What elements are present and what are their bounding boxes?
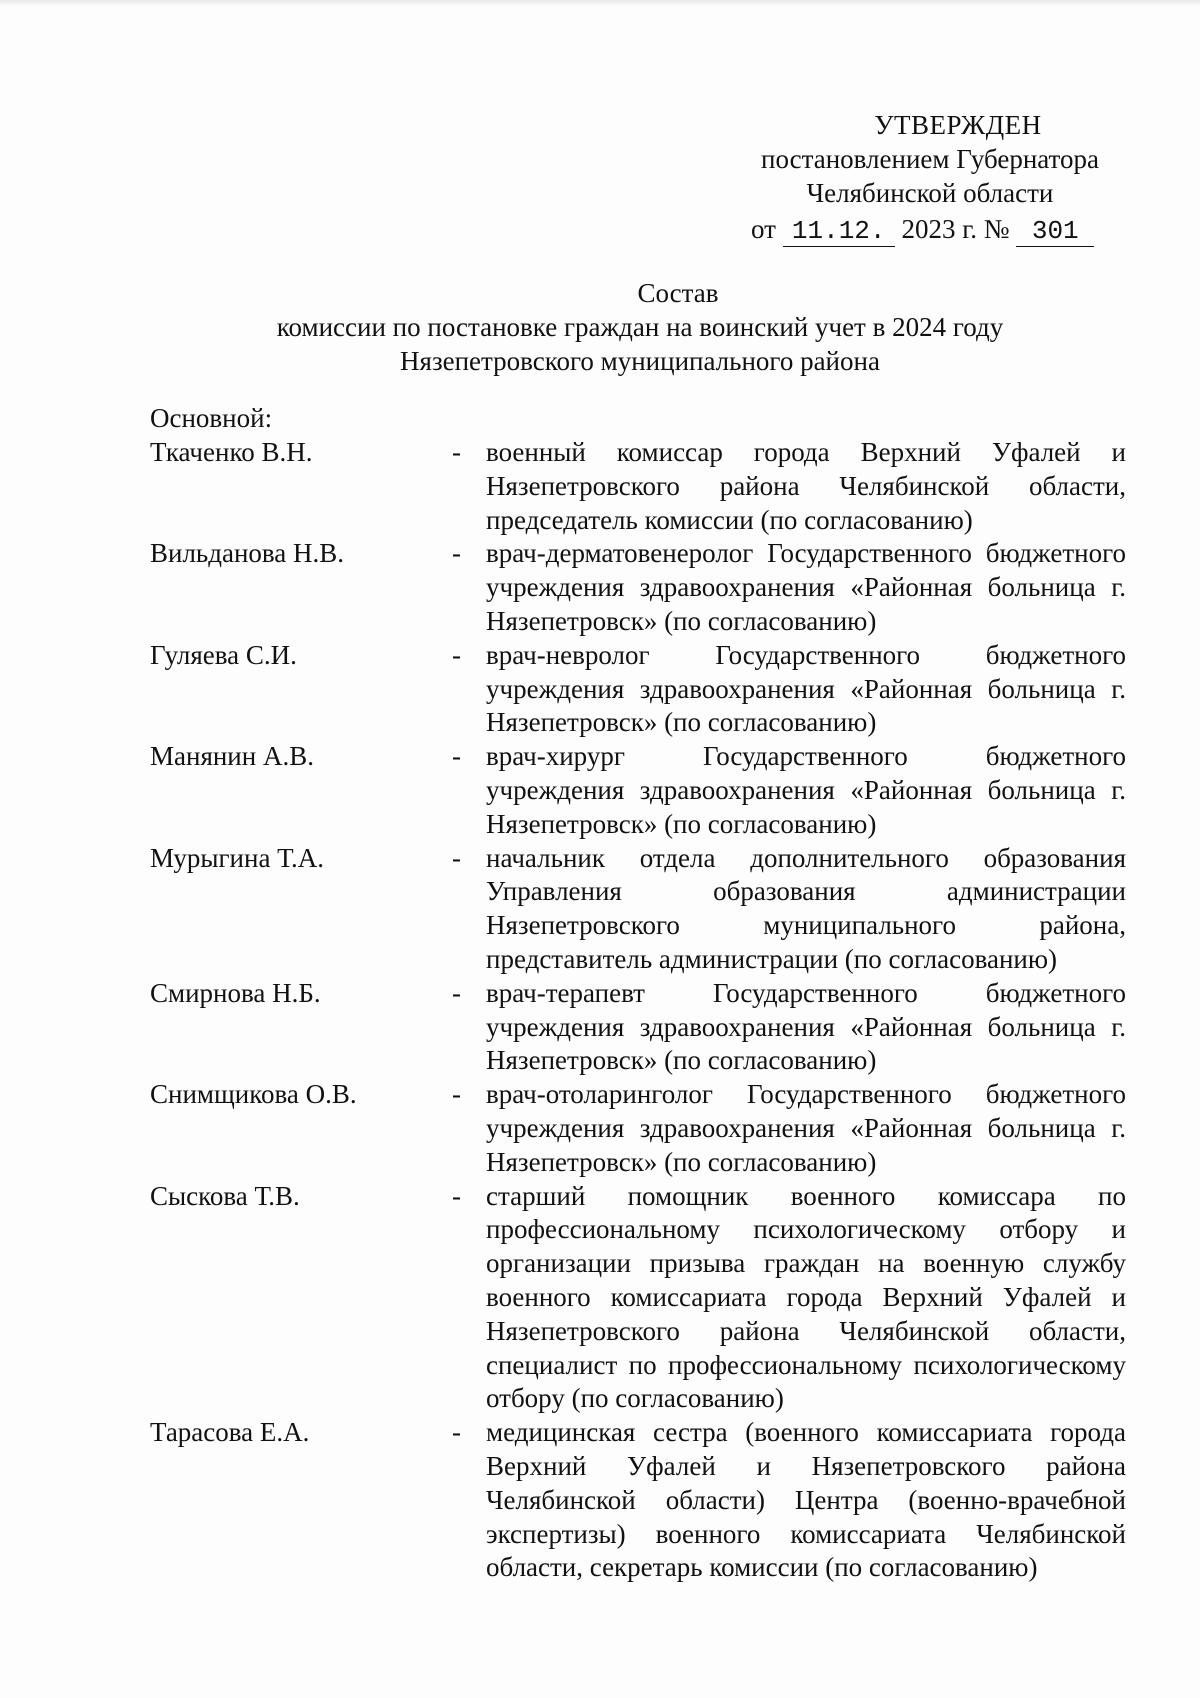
- member-row: [150, 977, 1130, 1078]
- title-line-3: Нязепетровского муниципального района: [400, 346, 880, 376]
- member-dash: -: [452, 639, 461, 670]
- member-description: врач-дерматовенеролог Государственного бюджетного учреждения здравоохранения «Районная больница г. Нязепетровск» (по согласованию): [486, 538, 1126, 636]
- member-row: [150, 1416, 1130, 1585]
- member-row: [150, 537, 1130, 638]
- member-dash: -: [452, 977, 461, 1008]
- approval-number: 301: [1016, 216, 1094, 247]
- approval-date: 11.12.: [783, 216, 895, 247]
- members-list: [150, 436, 1130, 1585]
- member-description: начальник отдела дополнительного образования Управления образования администрации Нязепетровского муниципального района, представитель администрации (по согласованию): [486, 842, 1126, 974]
- member-dash: -: [452, 1079, 461, 1110]
- member-row: [150, 436, 1130, 537]
- member-name: Снимщикова О.В.: [150, 1079, 357, 1110]
- member-description: военный комиссар города Верхний Уфалей и Нязепетровского района Челябинской области, председатель комиссии (по согласованию): [486, 437, 1126, 535]
- approval-line-decree: постановлением Губернатора: [761, 144, 1099, 174]
- approval-stamp-block: [730, 108, 1130, 247]
- date-prefix: от: [751, 214, 776, 244]
- member-description: медицинская сестра (военного комиссариата города Верхний Уфалей и Нязепетровского района Челябинской области) Центра (военно-врачебной экспертизы) военного комиссариата Челябинской области, секретарь комиссии (по согласованию): [486, 1417, 1126, 1583]
- member-row: [150, 1180, 1130, 1417]
- year-suffix: 2023 г. №: [901, 214, 1010, 244]
- member-description: врач-отоларинголог Государственного бюджетного учреждения здравоохранения «Районная больница г. Нязепетровск» (по согласованию): [486, 1079, 1126, 1177]
- title-line-2: комиссии по постановке граждан на воинский учет в 2024 году: [276, 312, 1004, 342]
- member-dash: -: [452, 1180, 461, 1211]
- approval-line-region: Челябинской области: [806, 178, 1054, 208]
- member-dash: -: [452, 437, 461, 467]
- member-description: врач-невролог Государственного бюджетного учреждения здравоохранения «Районная больница г. Нязепетровск» (по согласованию): [486, 639, 1126, 738]
- member-name: Тарасова Е.А.: [150, 1417, 310, 1448]
- member-row: [150, 740, 1130, 841]
- member-row: [150, 1078, 1130, 1179]
- member-description: врач-хирург Государственного бюджетного учреждения здравоохранения «Районная больница г. Нязепетровск» (по согласованию): [486, 741, 1126, 839]
- member-name: Манянин А.В.: [150, 741, 314, 772]
- approval-heading: УТВЕРЖДЕН: [874, 110, 1042, 140]
- title-line-1: Состав: [637, 278, 719, 308]
- member-name: Ткаченко В.Н.: [150, 437, 313, 467]
- member-dash: -: [452, 538, 461, 569]
- member-dash: -: [452, 842, 461, 873]
- approval-date-line: [751, 212, 1130, 247]
- member-name: Мурыгина Т.А.: [150, 842, 324, 873]
- member-row: [150, 842, 1130, 977]
- member-description: врач-терапевт Государственного бюджетного учреждения здравоохранения «Районная больница г. Нязепетровск» (по согласованию): [486, 977, 1126, 1076]
- member-row: [150, 639, 1130, 740]
- member-description: старший помощник военного комиссара по профессиональному психологическому отбору и организации призыва граждан на военную службу военного комиссариата города Верхний Уфалей и Нязепетровского района Челябинской области, специалист по профессиональному психологическому отбору (по согласованию): [486, 1180, 1126, 1414]
- member-dash: -: [452, 741, 461, 772]
- document-title: [150, 276, 1130, 378]
- member-name: Сыскова Т.В.: [150, 1180, 300, 1211]
- member-name: Гуляева С.И.: [150, 639, 297, 670]
- member-name: Вильданова Н.В.: [150, 538, 345, 569]
- scan-edge: [0, 0, 1200, 6]
- member-dash: -: [452, 1417, 461, 1448]
- member-name: Смирнова Н.Б.: [150, 977, 321, 1008]
- section-label: Основной:: [150, 403, 273, 433]
